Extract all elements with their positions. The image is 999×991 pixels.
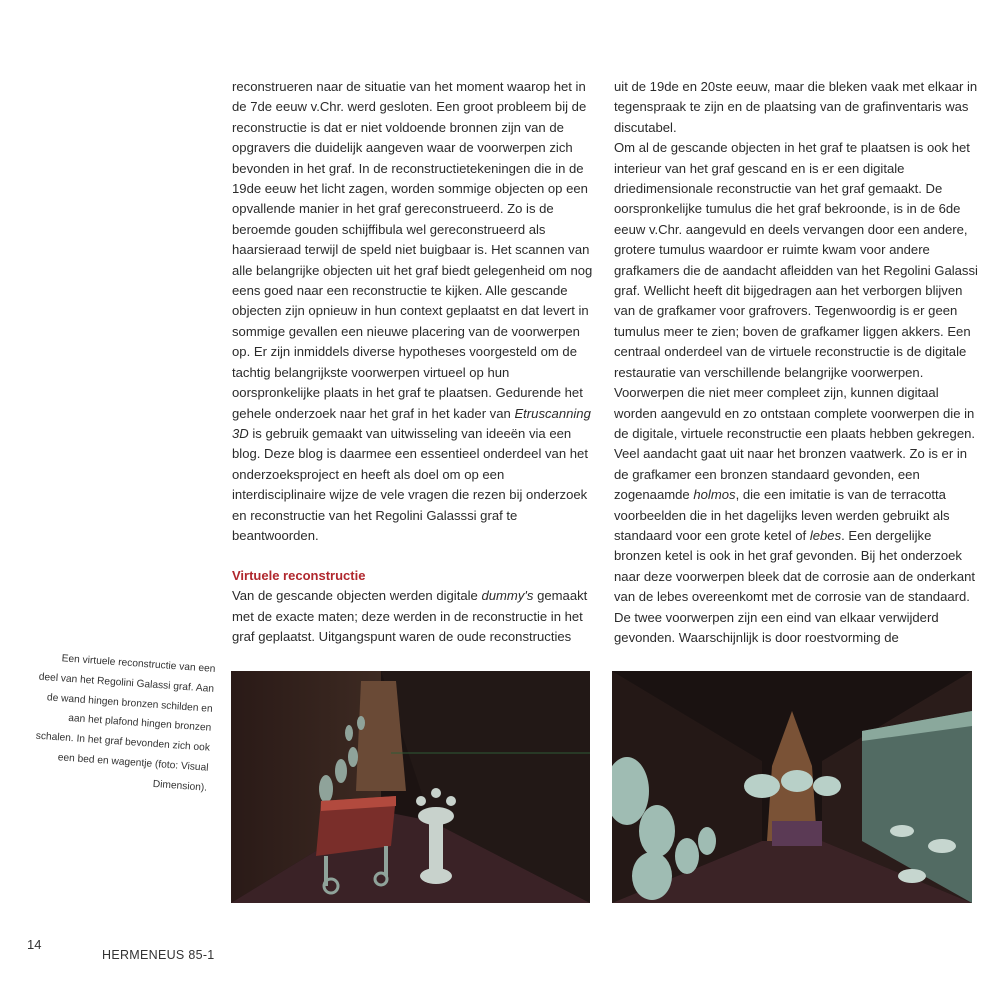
figure-caption: Een virtuele reconstructie van een deel van het Regolini Galassi graf. Aan de wand hingen bronzen schilden en aan het plafond hingen bronzen schalen. In het graf bevonden zich ook een bed en wagentje (foto: Visual Dimension). (35, 653, 216, 794)
paragraph: reconstrueren naar de situatie van het moment waarop het in de 7de eeuw v.Chr. werd gesloten. Een groot probleem bij de reconstructie is dat er niet voldoende bronnen zijn van de opgravers die duidelijk aangeven waar de voorwerpen zich bevonden in het graf. In de reconstructietekeningen die in de 19de eeuw het licht zagen, worden sommige objecten op een opvallende manier in het graf gereconstrueerd. Zo is de beroemde gouden schijffibula wel gereconstrueerd als haarsieraad terwijl de speld niet buigbaar is. Het scannen van alle belangrijke objecten uit het graf biedt gelegenheid om nog eens goed naar een reconstructie te kijken. Alle gescande objecten zijn opnieuw in hun context geplaatst en dat levert in sommige gevallen een nieuwe placering van de voorwerpen op. Er zijn inmiddels diverse hypotheses voorgesteld om de tachtig belangrijkste voorwerpen virtueel op hun oorspronkelijke plaats in het graf te plaatsen. Gedurende het gehele onderzoek naar het graf in het kader van Etruscanning 3D is gebruik gemaakt van uitwisseling van ideeën via een blog. Deze blog is daarmee een essentieel onderdeel van het onderzoeksproject en heeft als doel om op een interdisciplinaire wijze de vele vragen die rezen bij onderzoek en reconstructie van het Regolini Galasssi graf te beantwoorden. (232, 79, 593, 543)
italic-term: dummy's (481, 588, 534, 604)
paragraph: Om al de gescande objecten in het graf te plaatsen is ook het interieur van het graf gescand en is er een digitale driedimensionale reconstructie van het graf gemaakt. De oorspronkelijke tumulus die het graf bekroonde, is in de 6de eeuw v.Chr. aangevuld en deels vervangen door een andere, grotere tumulus waardoor er ruimte kwam voor andere grafkamers die de aandacht afleidden van het Regolini Galassi graf. Wellicht heeft dit bijgedragen aan het verborgen blijven van de grafkamer voor grafrovers. Tegenwoordig is er geen tumulus meer te zien; boven de grafkamer liggen akkers. Een centraal onderdeel van de virtuele reconstructie is de digitale restauratie van verschillende belangrijke voorwerpen. Voorwerpen die niet meer compleet zijn, kunnen digitaal worden aangevuld en zo ontstaan complete voorwerpen die in de digitale, virtuele reconstructie een plaats hebben gekregen. Veel aandacht gaat uit naar het bronzen vaatwerk. Zo is er in de grafkamer een bronzen standaard gevonden, een zogenaamde holmos, die een imitatie is van de terracotta voorbeelden die in het dagelijks leven werden gebruikt als standaard voor een grote ketel of lebes. Een dergelijke bronzen ketel is ook in het graf gevonden. Bij het onderzoek naar deze voorwerpen bleek dat de corrosie aan de onderkant van de lebes overeenkomt met de corrosie van de standaard. De twee voorwerpen zijn een eind van elkaar verwijderd gevonden. Waarschijnlijk is door roestvorming de (614, 140, 978, 645)
text-column-right (614, 77, 980, 648)
italic-term: holmos (693, 487, 736, 503)
journal-name: HERMENEUS 85-1 (102, 948, 215, 962)
tomb-render-right (612, 671, 972, 903)
italic-term: lebes (809, 527, 842, 543)
paragraph: uit de 19de en 20ste eeuw, maar die bleken vaak met elkaar in tegenspraak te zijn en de plaatsing van de grafinventaris was discutabel. (614, 79, 978, 135)
text-column-left (232, 77, 598, 648)
reconstruction-image-right (612, 671, 972, 903)
reconstruction-image-left (231, 671, 590, 903)
page-number: 14 (27, 937, 42, 952)
section-heading: Virtuele reconstructie (232, 568, 366, 584)
italic-title: Etruscanning 3D (232, 405, 591, 441)
paragraph: Van de gescande objecten werden digitale dummy's gemaakt met de exacte maten; deze werden in de reconstructie in het graf geplaatst. Uitgangspunt waren de oude reconstructies (232, 588, 588, 645)
tomb-render-left (231, 671, 590, 903)
